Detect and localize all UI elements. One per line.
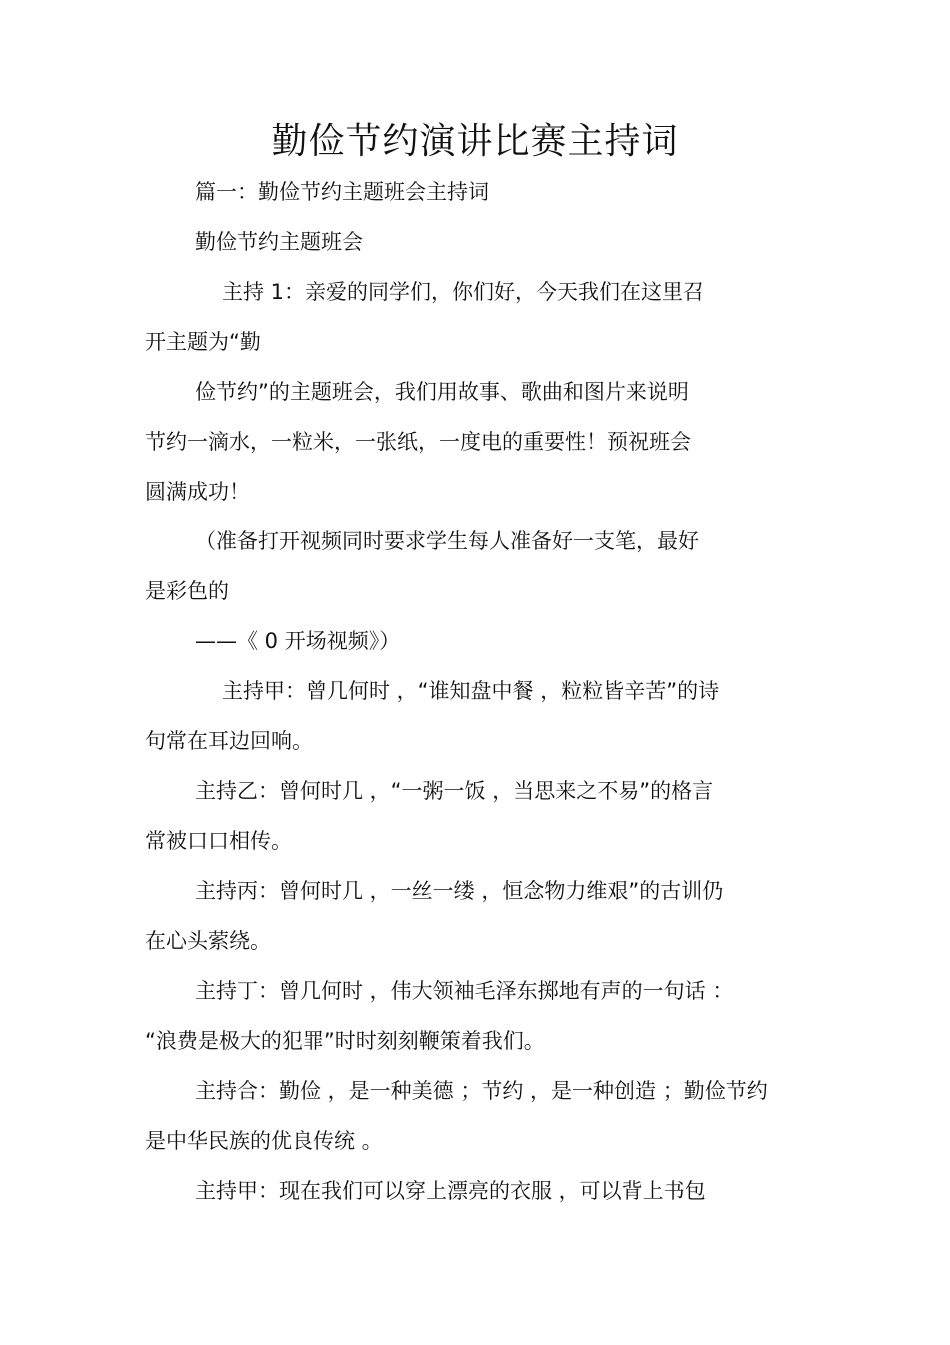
text-line: 主持甲：曾几何时 ，“谁知盘中餐 ，粒粒皆辛苦”的诗: [222, 679, 720, 703]
text-line: 主持乙：曾何时几 ，“一粥一饭 ，当思来之不易”的格言: [195, 779, 714, 803]
text-line: 是彩色的: [145, 579, 229, 603]
text-line: 主持 1：亲爱的同学们，你们好，今天我们在这里召: [222, 280, 705, 304]
document-title: 勤俭节约演讲比赛主持词: [271, 121, 679, 162]
text-line: ——《 0 开场视频》）: [195, 629, 401, 653]
text-line: 主持甲：现在我们可以穿上漂亮的衣服 ，可以背上书包: [195, 1179, 706, 1203]
text-line: 主持合：勤俭 ，是一种美德 ；节约 ，是一种创造 ；勤俭节约: [195, 1079, 768, 1103]
text-line: 主持丙：曾何时几 ，一丝一缕 ，恒念物力维艰”的古训仍: [195, 879, 724, 903]
text-line: 节约一滴水，一粒米，一张纸，一度电的重要性！预祝班会: [145, 430, 691, 454]
text-line: 在心头萦绕。: [145, 929, 271, 953]
text-line: 圆满成功！: [145, 480, 250, 504]
text-line: （准备打开视频同时要求学生每人准备好一支笔，最好: [195, 529, 699, 553]
text-line: 俭节约”的主题班会，我们用故事、歌曲和图片来说明: [195, 380, 689, 404]
text-line: 开主题为“勤: [145, 330, 261, 354]
text-line: 常被口口相传。: [145, 829, 292, 853]
text-line: 句常在耳边回响。: [145, 729, 313, 753]
text-line: 篇一：勤俭节约主题班会主持词: [195, 180, 489, 204]
text-line: 主持丁：曾几何时 ，伟大领袖毛泽东掷地有声的一句话 ：: [195, 979, 734, 1003]
text-line: “浪费是极大的犯罪”时时刻刻鞭策着我们。: [145, 1029, 545, 1053]
text-line: 是中华民族的优良传统 。: [145, 1129, 383, 1153]
text-line: 勤俭节约主题班会: [195, 230, 363, 254]
